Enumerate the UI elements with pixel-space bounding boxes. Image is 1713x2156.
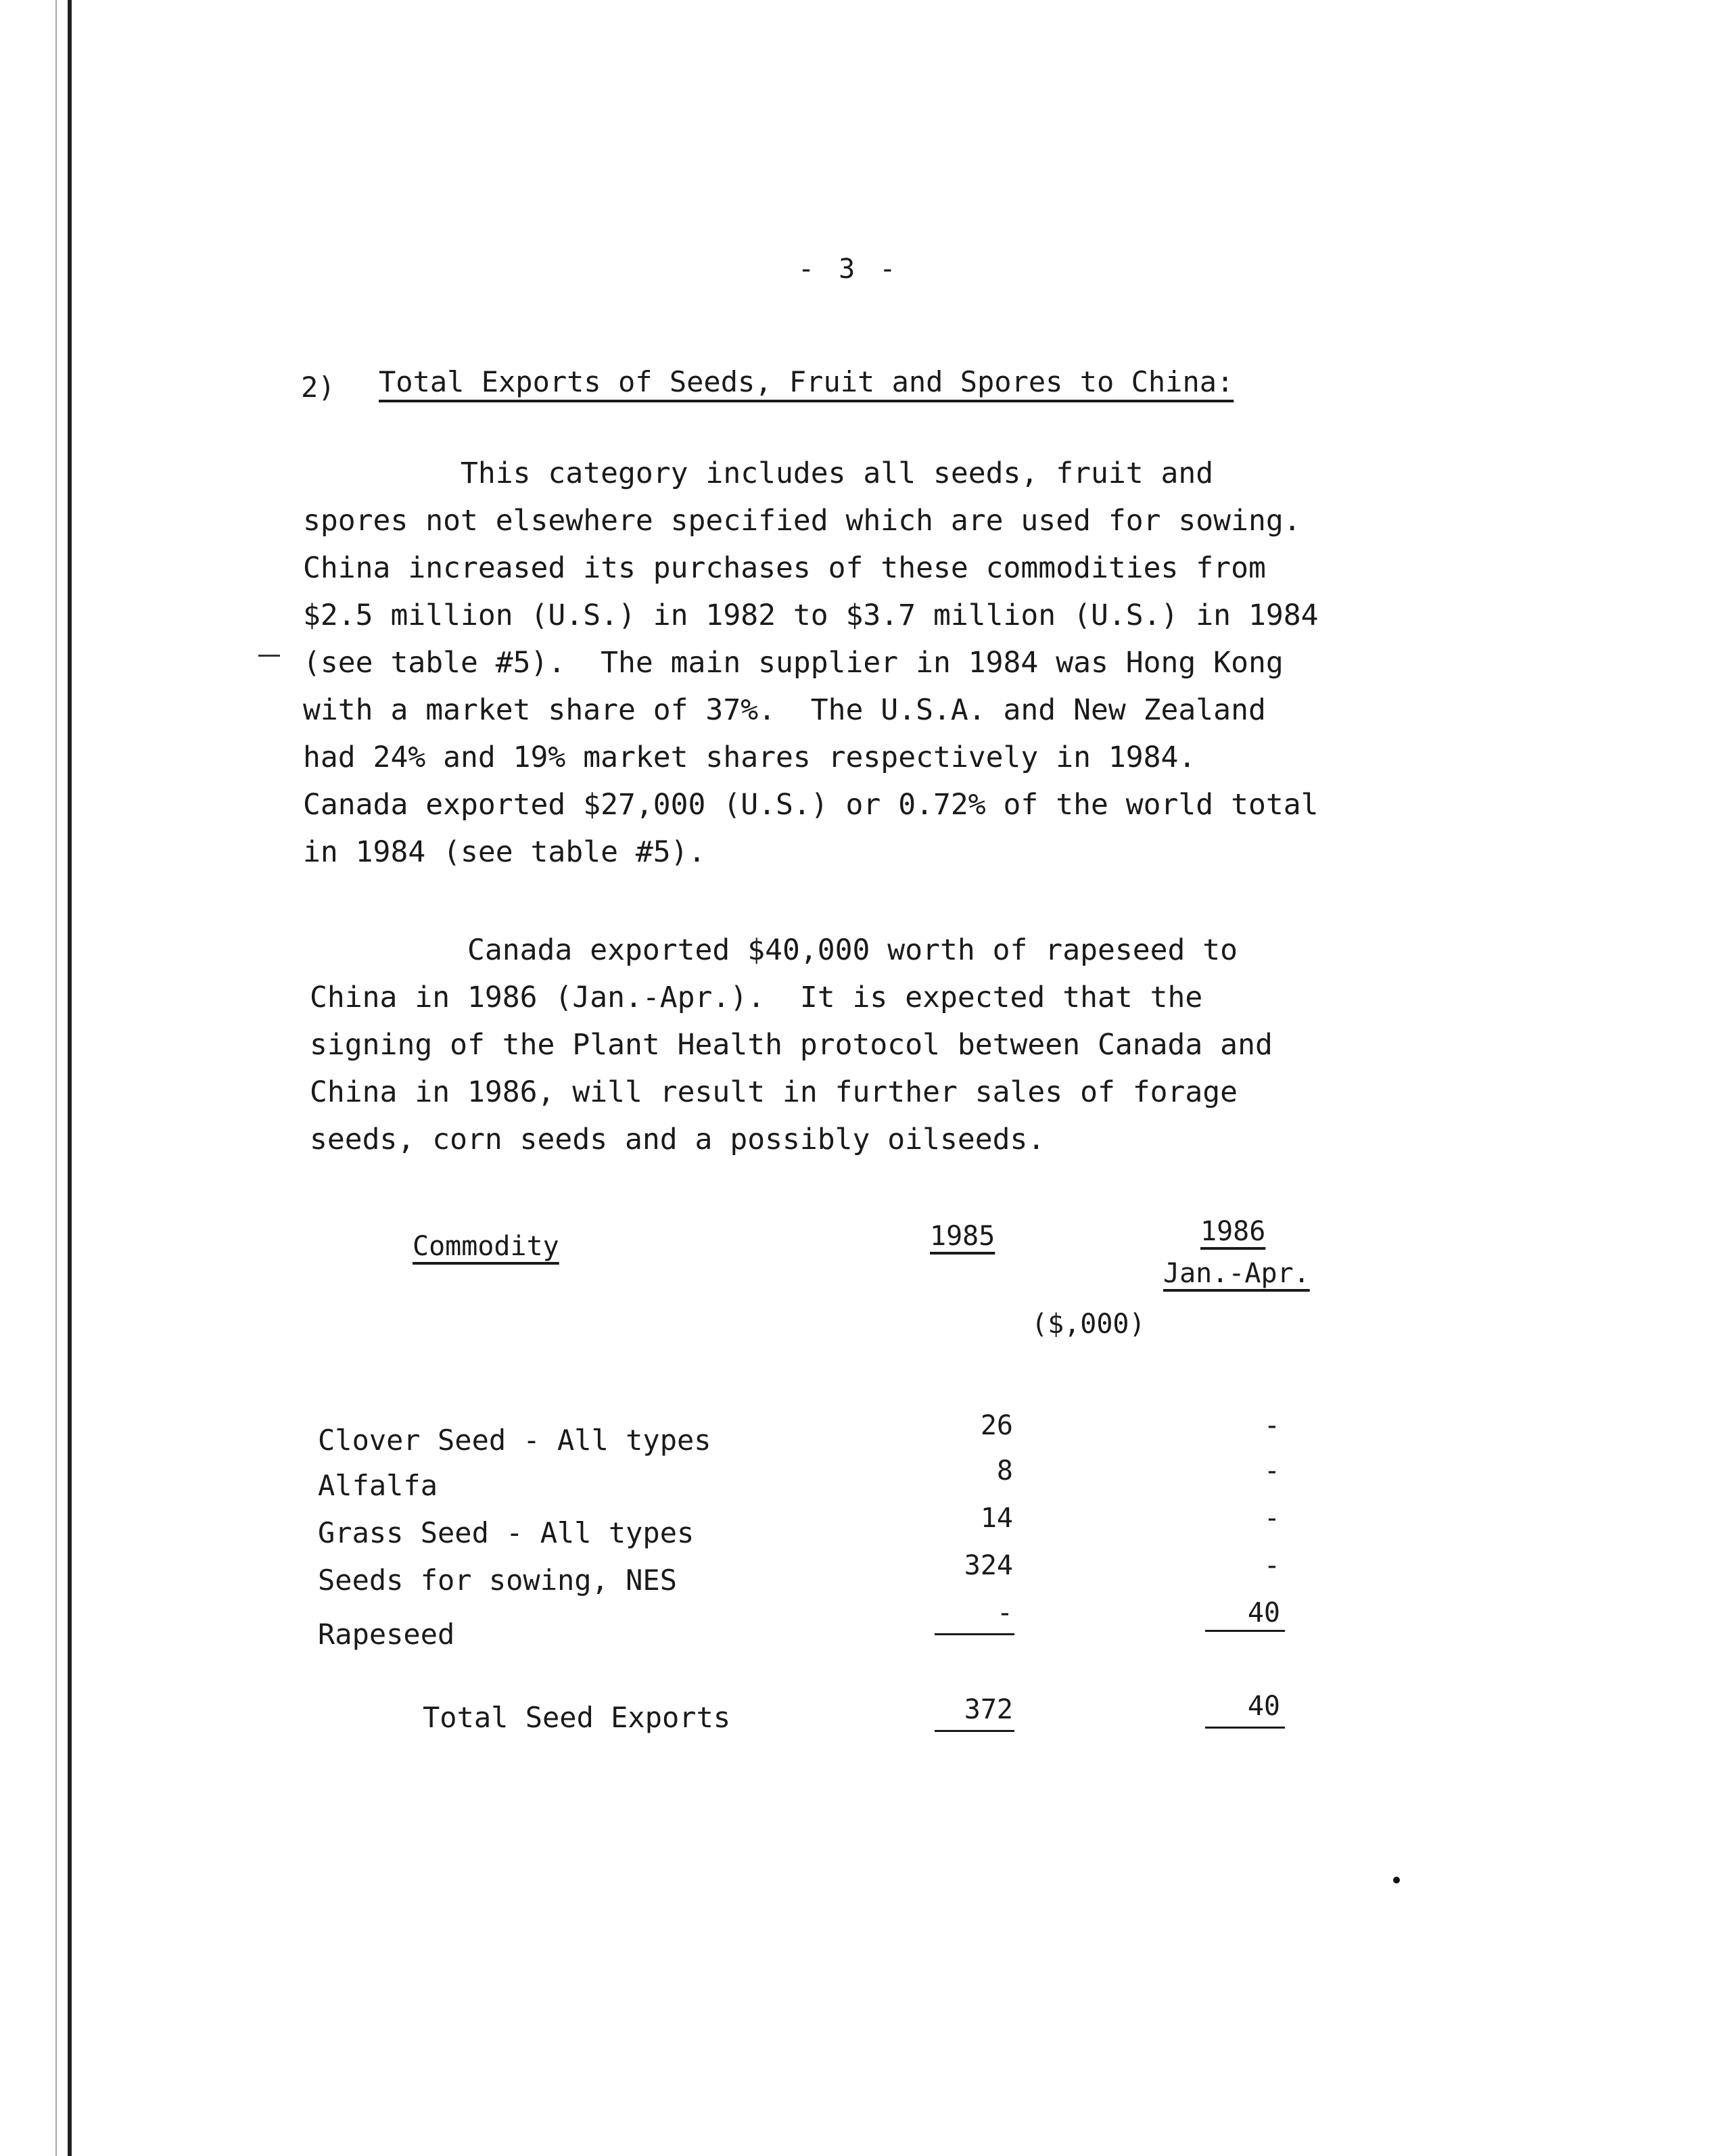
paragraph-line: China in 1986 (Jan.-Apr.). It is expected that the xyxy=(310,981,1203,1014)
paragraph-2 xyxy=(310,927,1273,1163)
section-number: 2) xyxy=(301,371,335,404)
value-1986: - xyxy=(1263,1503,1280,1534)
table-header-1985: 1985 xyxy=(930,1221,995,1252)
total-1986: 40 xyxy=(1247,1691,1280,1722)
scan-speck xyxy=(1393,1877,1400,1883)
subtotal-rule-1986 xyxy=(1205,1630,1285,1632)
paragraph-line: Canada exported $27,000 (U.S.) or 0.72% of the world total xyxy=(303,788,1319,822)
value-1986: - xyxy=(1263,1410,1280,1441)
table-header-1986-period: Jan.-Apr. xyxy=(1163,1258,1310,1289)
commodity-name: Rapeseed xyxy=(318,1618,455,1651)
value-1986: - xyxy=(1263,1455,1280,1486)
value-1985: 324 xyxy=(964,1550,1013,1581)
total-rule-1986 xyxy=(1205,1727,1285,1729)
section-title: Total Exports of Seeds, Fruit and Spores to China: xyxy=(379,365,1234,398)
scan-binding-edge xyxy=(68,0,72,2156)
commodity-name: Seeds for sowing, NES xyxy=(318,1564,678,1597)
paragraph-line: China in 1986, will result in further sales of forage xyxy=(310,1075,1238,1109)
subtotal-rule-1985 xyxy=(935,1633,1014,1635)
commodity-name: Clover Seed - All types xyxy=(318,1424,711,1457)
value-1985: 14 xyxy=(980,1503,1013,1534)
value-1986: 40 xyxy=(1247,1597,1280,1628)
table-header-commodity: Commodity xyxy=(413,1231,559,1262)
paragraph-line: had 24% and 19% market shares respectively in 1984. xyxy=(303,741,1196,774)
paragraph-line: spores not elsewhere specified which are used for sowing. xyxy=(303,504,1301,538)
value-1985: 26 xyxy=(980,1410,1013,1441)
paragraph-line: with a market share of 37%. The U.S.A. and New Zealand xyxy=(303,693,1266,727)
table-row xyxy=(0,1503,1713,1549)
value-1986: - xyxy=(1263,1550,1280,1581)
table-row xyxy=(0,1455,1713,1502)
paragraph-1 xyxy=(303,450,1319,876)
commodity-name: Grass Seed - All types xyxy=(318,1516,695,1549)
margin-mark xyxy=(258,655,280,657)
table-row xyxy=(0,1550,1713,1597)
commodity-name: Alfalfa xyxy=(318,1469,438,1502)
total-1985: 372 xyxy=(964,1694,1013,1725)
value-1985: - xyxy=(996,1597,1013,1628)
paragraph-line: in 1984 (see table #5). xyxy=(303,835,706,869)
table-units: ($,000) xyxy=(1031,1309,1146,1340)
paragraph-line: Canada exported $40,000 worth of rapeseed to xyxy=(310,933,1238,967)
paragraph-line: seeds, corn seeds and a possibly oilseeds. xyxy=(310,1123,1046,1156)
paragraph-line: signing of the Plant Health protocol between Canada and xyxy=(310,1028,1273,1062)
page-number: - 3 - xyxy=(798,254,900,285)
total-label: Total Seed Exports xyxy=(423,1701,731,1734)
total-row xyxy=(0,1691,1713,1735)
table-header-1986: 1986 xyxy=(1200,1216,1266,1247)
paragraph-line: This category includes all seeds, fruit and xyxy=(303,456,1214,490)
table-row xyxy=(0,1597,1713,1651)
paragraph-line: China increased its purchases of these commodities from xyxy=(303,551,1266,585)
table-row xyxy=(0,1410,1713,1457)
paragraph-line: $2.5 million (U.S.) in 1982 to $3.7 million (U.S.) in 1984 xyxy=(303,599,1319,632)
value-1985: 8 xyxy=(996,1455,1013,1486)
total-rule-1985 xyxy=(935,1730,1014,1732)
paragraph-line: (see table #5). The main supplier in 1984 was Hong Kong xyxy=(303,646,1284,680)
scan-shadow-line xyxy=(55,0,57,2156)
